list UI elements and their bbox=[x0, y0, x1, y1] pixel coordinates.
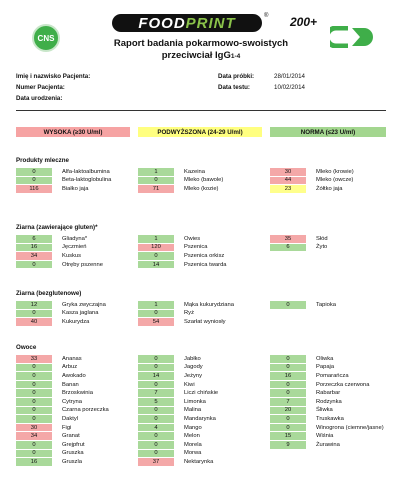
food-label: Nektarynka bbox=[184, 458, 214, 465]
sample-date-value: 28/01/2014 bbox=[274, 73, 305, 80]
food-label: Morela bbox=[184, 441, 202, 448]
food-label: Żyto bbox=[316, 244, 328, 251]
food-label: Pszenica orkisz bbox=[184, 252, 225, 259]
food-label: Mleko (bawole) bbox=[184, 177, 224, 184]
brand-food: FOOD bbox=[138, 14, 186, 32]
food-label: Morwa bbox=[184, 450, 202, 457]
food-label: Jagody bbox=[184, 364, 203, 371]
legend-high: WYSOKA (≥30 U/ml) bbox=[16, 127, 130, 137]
food-label: Mango bbox=[184, 424, 202, 431]
result-value: 6 bbox=[16, 235, 52, 243]
result-value: 16 bbox=[270, 372, 306, 380]
result-value: 0 bbox=[16, 381, 52, 389]
result-value: 1 bbox=[138, 301, 174, 309]
food-label: Białko jaja bbox=[62, 185, 89, 192]
food-label: Śliwka bbox=[316, 407, 333, 414]
patient-name-label: Imię i nazwisko Pacjenta: bbox=[16, 73, 91, 80]
result-value: 34 bbox=[16, 432, 52, 440]
result-value: 44 bbox=[270, 177, 306, 185]
result-value: 35 bbox=[270, 235, 306, 243]
section-title: Owoce bbox=[16, 344, 37, 351]
divider bbox=[16, 110, 386, 111]
food-label: Rodzynka bbox=[316, 398, 342, 405]
result-value: 40 bbox=[16, 318, 52, 326]
result-value: 9 bbox=[270, 441, 306, 449]
food-label: Arbuz bbox=[62, 364, 78, 371]
food-label: Pszenica twarda bbox=[184, 261, 227, 268]
food-label: Owies bbox=[184, 235, 201, 242]
food-label: Melon bbox=[184, 433, 200, 440]
food-label: Mandarynka bbox=[184, 415, 216, 422]
birth-date-label: Data urodzenia: bbox=[16, 95, 63, 102]
result-value: 5 bbox=[138, 398, 174, 406]
result-value: 71 bbox=[138, 185, 174, 193]
report-subtitle-main: przeciwciał IgG bbox=[161, 50, 231, 61]
result-value: 0 bbox=[138, 415, 174, 423]
food-label: Jabłko bbox=[184, 355, 201, 362]
food-label: Daktyl bbox=[62, 415, 79, 422]
result-value: 1 bbox=[138, 235, 174, 243]
result-value: 0 bbox=[16, 372, 52, 380]
food-label: Grejpfrut bbox=[62, 441, 85, 448]
food-label: Mleko (krowie) bbox=[316, 168, 354, 175]
result-value: 0 bbox=[270, 364, 306, 372]
food-label: Gryka zwyczajna bbox=[62, 301, 106, 308]
result-value: 0 bbox=[16, 415, 52, 423]
result-value: 15 bbox=[270, 432, 306, 440]
food-label: Gliadyna* bbox=[62, 235, 88, 242]
food-label: Kasza jaglana bbox=[62, 310, 99, 317]
result-value: 54 bbox=[138, 318, 174, 326]
result-value: 14 bbox=[138, 372, 174, 380]
food-label: Jeżyny bbox=[184, 372, 203, 379]
food-label: Żurawina bbox=[316, 441, 340, 448]
test-date-label: Data testu: bbox=[218, 84, 250, 91]
food-label: Ananas bbox=[62, 355, 82, 362]
section-title: Ziarna (bezglutenowe) bbox=[16, 290, 82, 297]
result-value: 0 bbox=[16, 364, 52, 372]
food-label: Słód bbox=[316, 235, 328, 242]
result-value: 16 bbox=[16, 458, 52, 466]
result-value: 1 bbox=[138, 168, 174, 176]
food-label: Alfa-laktoalbumina bbox=[62, 168, 110, 175]
result-value: 0 bbox=[270, 389, 306, 397]
result-value: 0 bbox=[138, 252, 174, 260]
result-value: 0 bbox=[138, 310, 174, 318]
result-value: 7 bbox=[270, 398, 306, 406]
section-title: Ziarna (zawierające gluten)* bbox=[16, 224, 98, 231]
registered-mark: ® bbox=[264, 13, 269, 19]
food-label: Tapioka bbox=[316, 301, 336, 308]
result-value: 0 bbox=[138, 381, 174, 389]
result-value: 0 bbox=[270, 415, 306, 423]
food-label: Kukurydza bbox=[62, 318, 90, 325]
cns-logo-text: CNS bbox=[37, 33, 55, 43]
food-label: Beta-laktoglobulina bbox=[62, 177, 112, 184]
food-label: Oliwka bbox=[316, 355, 334, 362]
food-label: Liczi chińskie bbox=[184, 390, 219, 397]
food-label: Figi bbox=[62, 424, 72, 431]
food-label: Czarna porzeczka bbox=[62, 407, 109, 414]
result-value: 23 bbox=[270, 185, 306, 193]
test-date-value: 10/02/2014 bbox=[274, 84, 305, 91]
result-value: 30 bbox=[16, 424, 52, 432]
food-label: Wiśnia bbox=[316, 433, 334, 440]
food-label: Papaja bbox=[316, 364, 335, 371]
food-label: Kiwi bbox=[184, 381, 195, 388]
result-value: 14 bbox=[138, 261, 174, 269]
sample-date-label: Data próbki: bbox=[218, 73, 255, 80]
legend-elevated: PODWYŻSZONA (24-29 U/ml) bbox=[138, 127, 262, 137]
food-label: Ryż bbox=[184, 310, 194, 317]
food-label: Winogrona (ciemne/jasne) bbox=[316, 424, 384, 431]
result-value: 20 bbox=[270, 407, 306, 415]
result-value: 0 bbox=[16, 407, 52, 415]
food-label: Pomarańcza bbox=[316, 372, 349, 379]
result-value: 37 bbox=[138, 458, 174, 466]
patient-number-label: Numer Pacjenta: bbox=[16, 84, 65, 91]
food-label: Gruszka bbox=[62, 450, 84, 457]
result-value: 0 bbox=[16, 177, 52, 185]
result-value: 0 bbox=[138, 450, 174, 458]
result-value: 116 bbox=[16, 185, 52, 193]
food-label: Banan bbox=[62, 381, 79, 388]
result-value: 12 bbox=[16, 301, 52, 309]
food-label: Awokado bbox=[62, 372, 86, 379]
food-label: Malina bbox=[184, 407, 202, 414]
result-value: 30 bbox=[270, 168, 306, 176]
result-value: 0 bbox=[138, 441, 174, 449]
food-label: Granat bbox=[62, 433, 80, 440]
food-label: Otręby pszenne bbox=[62, 261, 103, 268]
food-label: Mleko (owcze) bbox=[316, 177, 354, 184]
food-label: Limonka bbox=[184, 398, 206, 405]
report-title: Raport badania pokarmowo-swoistych bbox=[113, 38, 289, 49]
result-value: 7 bbox=[138, 389, 174, 397]
result-value: 0 bbox=[270, 381, 306, 389]
result-value: 0 bbox=[270, 424, 306, 432]
report-subtitle bbox=[0, 50, 402, 61]
result-value: 33 bbox=[16, 355, 52, 363]
report-subtitle-sub: 1-4 bbox=[230, 53, 241, 60]
food-label: Porzeczka czerwona bbox=[316, 381, 370, 388]
result-value: 6 bbox=[270, 244, 306, 252]
section-title: Produkty mleczne bbox=[16, 157, 69, 164]
result-value: 34 bbox=[16, 252, 52, 260]
food-label: Cytryna bbox=[62, 398, 82, 405]
result-value: 0 bbox=[16, 398, 52, 406]
result-value: 4 bbox=[138, 424, 174, 432]
result-value: 0 bbox=[16, 389, 52, 397]
foodprint-logo bbox=[112, 13, 282, 33]
result-value: 0 bbox=[16, 261, 52, 269]
brand-version: 200+ bbox=[290, 15, 318, 29]
result-value: 16 bbox=[16, 244, 52, 252]
result-value: 0 bbox=[270, 301, 306, 309]
foodprint-wordmark bbox=[112, 14, 262, 32]
food-label: Mleko (kozie) bbox=[184, 185, 219, 192]
result-value: 0 bbox=[138, 432, 174, 440]
result-value: 0 bbox=[270, 355, 306, 363]
brand-print: PRINT bbox=[185, 14, 236, 32]
result-value: 0 bbox=[138, 355, 174, 363]
result-value: 0 bbox=[16, 450, 52, 458]
result-value: 0 bbox=[138, 407, 174, 415]
result-value: 0 bbox=[138, 364, 174, 372]
food-label: Gruszla bbox=[62, 458, 82, 465]
result-value: 0 bbox=[16, 441, 52, 449]
food-label: Brzoskwinia bbox=[62, 390, 93, 397]
food-label: Truskawka bbox=[316, 415, 344, 422]
food-label: Żółtko jaja bbox=[316, 185, 343, 192]
food-label: Szarłat wyniosły bbox=[184, 318, 226, 325]
food-label: Rabarbar bbox=[316, 390, 341, 397]
food-label: Pszenica bbox=[184, 244, 208, 251]
legend-normal: NORMA (≤23 U/ml) bbox=[270, 127, 386, 137]
food-label: Jęczmień bbox=[62, 244, 87, 251]
result-value: 120 bbox=[138, 244, 174, 252]
food-label: Mąka kukurydziana bbox=[184, 301, 234, 308]
result-value: 0 bbox=[16, 168, 52, 176]
result-value: 0 bbox=[16, 310, 52, 318]
food-label: Kazeina bbox=[184, 168, 205, 175]
food-label: Kuskus bbox=[62, 252, 82, 259]
result-value: 0 bbox=[138, 177, 174, 185]
